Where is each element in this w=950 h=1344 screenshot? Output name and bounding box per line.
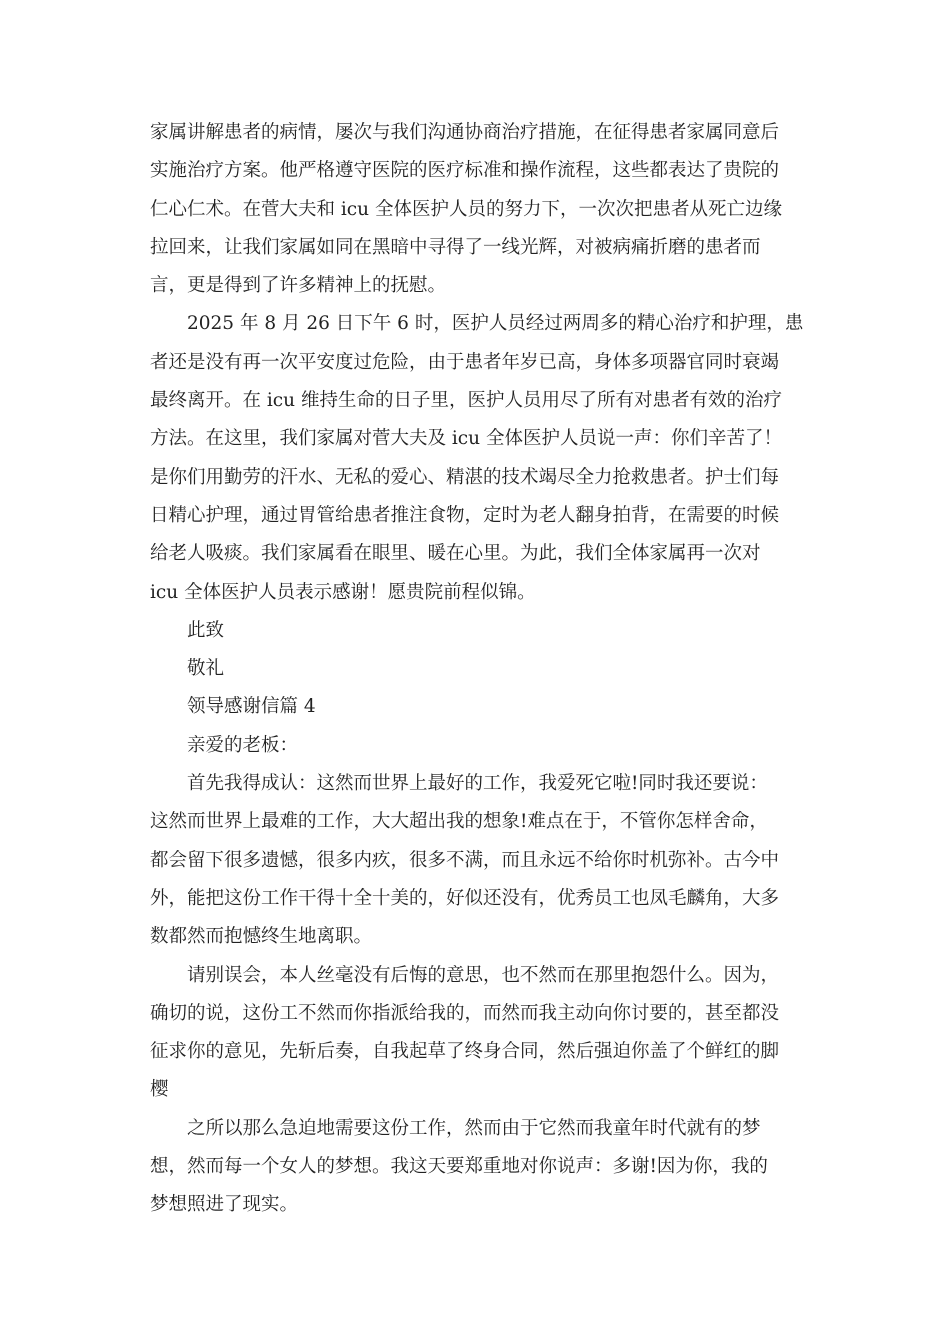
paragraph — [150, 114, 810, 305]
text-line: 敬礼 — [187, 658, 225, 680]
letter-greeting — [150, 727, 810, 765]
text-line: 给老人吸痰。我们家属看在眼里、暖在心里。为此，我们全体家属再一次对 — [150, 543, 761, 565]
text-line: 梦想照进了现实。 — [150, 1194, 299, 1216]
text-line: 外，能把这份工作干得十全十美的，好似还没有，优秀员工也凤毛麟角，大多 — [150, 887, 780, 909]
paragraph — [150, 305, 810, 611]
text-line: 言，更是得到了许多精神上的抚慰。 — [150, 275, 447, 297]
text-line: 仁心仁术。在菅大夫和 icu 全体医护人员的努力下，一次次把患者从死亡边缘 — [150, 198, 782, 220]
closing-regards — [150, 650, 810, 688]
text-line: 亲爱的老板： — [187, 734, 299, 756]
text-line: 请别误会，本人丝毫没有后悔的意思，也不然而在那里抱怨什么。因为， — [187, 964, 780, 986]
paragraph — [150, 765, 810, 956]
text-line: 此致 — [187, 619, 225, 641]
paragraph — [150, 957, 810, 1110]
section-heading — [150, 688, 810, 726]
closing-salutation — [150, 612, 810, 650]
text-line: 2025 年 8 月 26 日下午 6 时，医护人员经过两周多的精心治疗和护理，患 — [187, 313, 804, 335]
text-line: 这然而世界上最难的工作，大大超出我的想象!难点在于，不管你怎样舍命， — [150, 811, 768, 833]
text-line: 想，然而每一个女人的梦想。我这天要郑重地对你说声：多谢!因为你，我的 — [150, 1156, 768, 1178]
paragraph — [150, 1110, 810, 1225]
text-line: 征求你的意见，先斩后奏，自我起草了终身合同，然后强迫你盖了个鲜红的脚 — [150, 1041, 780, 1063]
text-line: 确切的说，这份工不然而你指派给我的，而然而我主动向你讨要的，甚至都没 — [150, 1002, 780, 1024]
text-line: icu 全体医护人员表示感谢！愿贵院前程似锦。 — [150, 581, 536, 603]
text-line: 最终离开。在 icu 维持生命的日子里，医护人员用尽了所有对患者有效的治疗 — [150, 390, 782, 412]
text-line: 都会留下很多遗憾，很多内疚，很多不满，而且永远不给你时机弥补。古今中 — [150, 849, 780, 871]
text-line: 樱 — [150, 1079, 169, 1101]
text-line: 领导感谢信篇 4 — [187, 696, 316, 718]
text-line: 是你们用勤劳的汗水、无私的爱心、精湛的技术竭尽全力抢救患者。护士们每 — [150, 466, 780, 488]
text-line: 数都然而抱憾终生地离职。 — [150, 926, 373, 948]
text-line: 日精心护理，通过胃管给患者推注食物，定时为老人翻身拍背，在需要的时候 — [150, 504, 780, 526]
text-line: 首先我得成认：这然而世界上最好的工作，我爱死它啦!同时我还要说： — [187, 773, 768, 795]
text-line: 之所以那么急迫地需要这份工作，然而由于它然而我童年时代就有的梦 — [187, 1117, 761, 1139]
text-line: 拉回来，让我们家属如同在黑暗中寻得了一线光辉，对被病痛折磨的患者而 — [150, 236, 761, 258]
text-line: 者还是没有再一次平安度过危险，由于患者年岁已高，身体多项器官同时衰竭 — [150, 351, 780, 373]
text-line: 实施治疗方案。他严格遵守医院的医疗标准和操作流程，这些都表达了贵院的 — [150, 160, 780, 182]
document-body — [150, 114, 810, 1225]
text-line: 家属讲解患者的病情，屡次与我们沟通协商治疗措施，在征得患者家属同意后 — [150, 122, 780, 143]
text-line: 方法。在这里，我们家属对菅大夫及 icu 全体医护人员说一声：你们辛苦了！ — [150, 428, 782, 450]
